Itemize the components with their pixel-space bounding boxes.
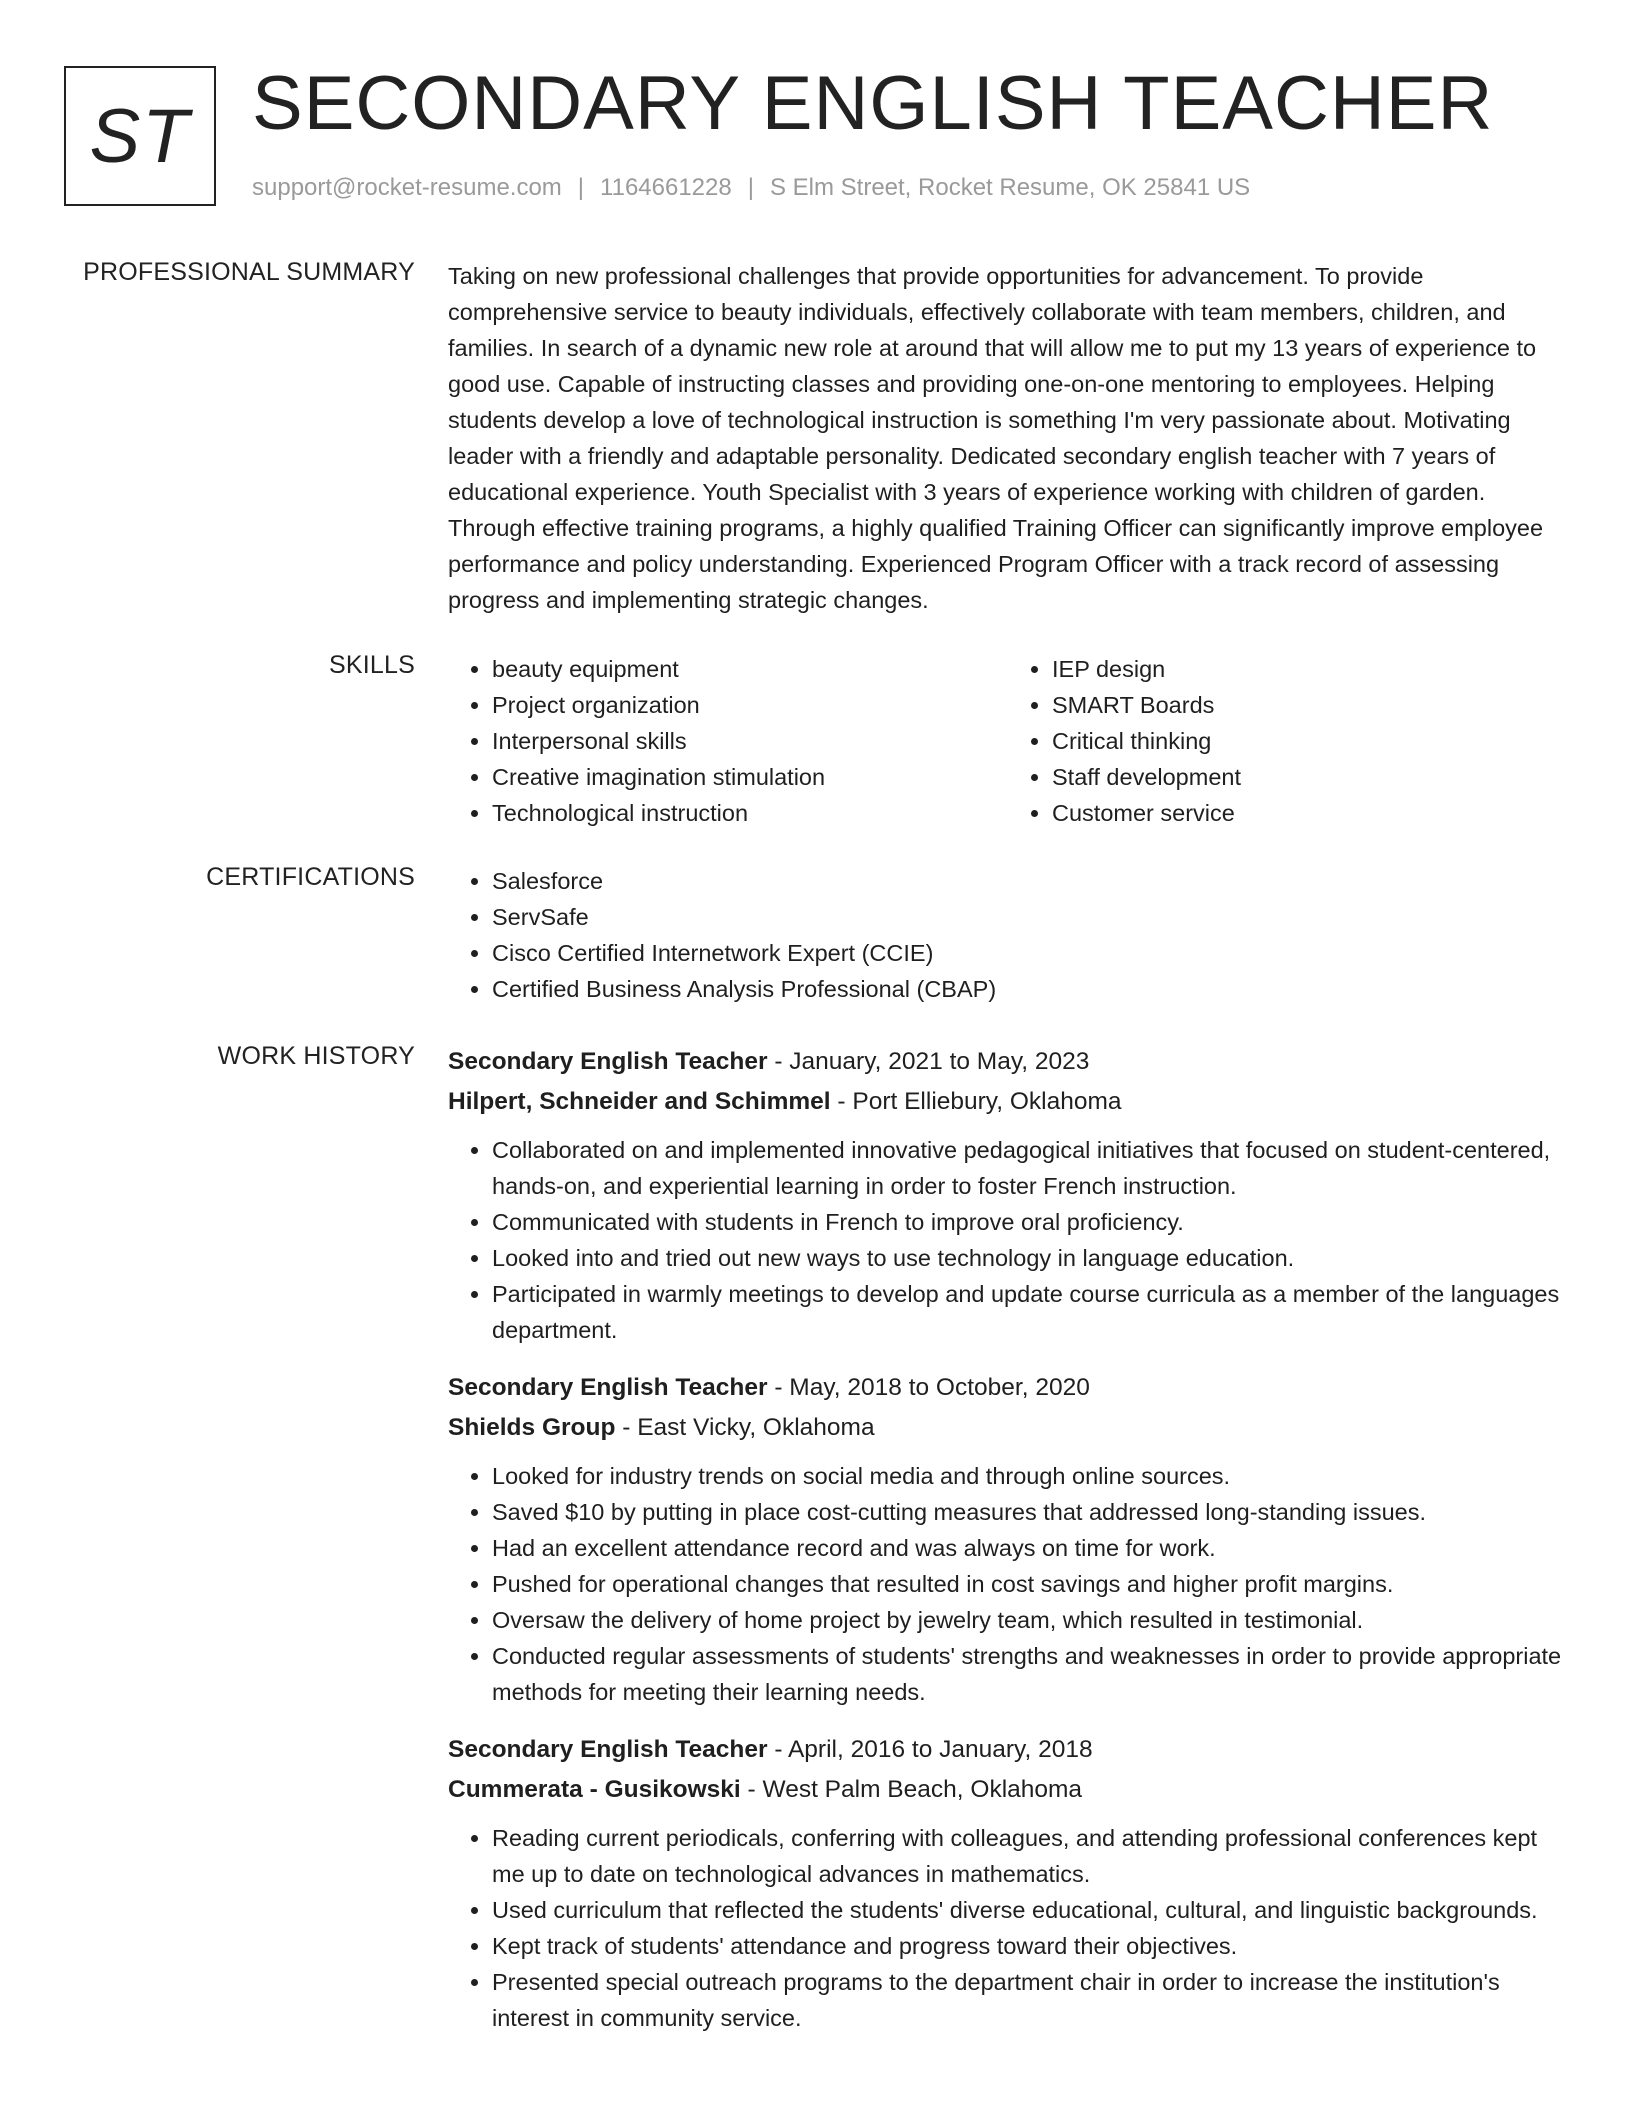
job-company: Cummerata - Gusikowski bbox=[448, 1776, 741, 1803]
skill-item: • Project organization bbox=[492, 687, 1008, 723]
job-title: Secondary English Teacher bbox=[448, 1048, 768, 1075]
contact-address: S Elm Street, Rocket Resume, OK 25841 US bbox=[769, 174, 1251, 201]
work-history-heading: WORK HISTORY bbox=[217, 1042, 415, 1070]
job-bullet: • Kept track of students' attendance and progress toward their objectives. bbox=[492, 1928, 1568, 1964]
skill-item: • Critical thinking bbox=[1052, 723, 1568, 759]
job-company: Shields Group bbox=[448, 1414, 616, 1441]
page-title: SECONDARY ENGLISH TEACHER bbox=[252, 61, 1494, 146]
job-bullet: • Reading current periodicals, conferring with colleagues, and attending professional conferences kept me up to date on technological advances in mathematics. bbox=[492, 1820, 1568, 1892]
job-bullet: • Conducted regular assessments of students' strengths and weaknesses in order to provide appropriate methods for meeting their learning needs. bbox=[492, 1638, 1568, 1710]
skill-item: • IEP design bbox=[1052, 651, 1568, 687]
job-bullet: • Looked for industry trends on social media and through online sources. bbox=[492, 1458, 1568, 1494]
contact-line bbox=[252, 174, 1250, 202]
skills-column-left bbox=[448, 651, 1008, 831]
job-title: Secondary English Teacher bbox=[448, 1374, 768, 1401]
job-bullet: • Pushed for operational changes that resulted in cost savings and higher profit margins. bbox=[492, 1566, 1568, 1602]
job-location: - East Vicky, Oklahoma bbox=[615, 1414, 875, 1441]
job-bullet: • Communicated with students in French to improve oral proficiency. bbox=[492, 1204, 1568, 1240]
job-bullet: • Looked into and tried out new ways to use technology in language education. bbox=[492, 1240, 1568, 1276]
job-entry bbox=[448, 1368, 1568, 1710]
skills-heading: SKILLS bbox=[329, 651, 415, 679]
job-title-line bbox=[448, 1042, 1568, 1082]
job-bullet: • Collaborated on and implemented innovative pedagogical initiatives that focused on student-centered, hands-on, and experiential learning in order to foster French instruction. bbox=[492, 1132, 1568, 1204]
skill-item: • SMART Boards bbox=[1052, 687, 1568, 723]
job-entry bbox=[448, 1042, 1568, 1348]
job-bullet: • Had an excellent attendance record and was always on time for work. bbox=[492, 1530, 1568, 1566]
certifications-list bbox=[448, 863, 1568, 1007]
resume-header bbox=[64, 61, 1564, 210]
contact-separator: | bbox=[747, 174, 754, 201]
summary-text: Taking on new professional challenges that provide opportunities for advancement. To provide comprehensive service to beauty individuals, effectively collaborate with team members, children, and families. In search of a dynamic new role at around that will allow me to put my 13 years of experience to good use. Capable of instructing classes and providing one-on-one mentoring to employees. Helping students develop a love of technological instruction is something I'm very passionate about. Motivating leader with a friendly and adaptable personality. Dedicated secondary english teacher with 7 years of educational experience. Youth Specialist with 3 years of experience working with children of garden. Through effective training programs, a highly qualified Training Officer can significantly improve employee performance and policy understanding. Experienced Program Officer with a track record of assessing progress and implementing strategic changes. bbox=[448, 263, 1544, 613]
work-history-list bbox=[448, 1042, 1568, 2036]
job-bullets bbox=[448, 1820, 1568, 2036]
job-bullet: • Participated in warmly meetings to develop and update course curricula as a member of the languages department. bbox=[492, 1276, 1568, 1348]
skill-item: • Creative imagination stimulation bbox=[492, 759, 1008, 795]
job-dates: - May, 2018 to October, 2020 bbox=[767, 1374, 1090, 1401]
job-company-line bbox=[448, 1770, 1568, 1810]
job-title: Secondary English Teacher bbox=[448, 1736, 768, 1763]
certifications-heading: CERTIFICATIONS bbox=[206, 863, 415, 891]
skill-item: • beauty equipment bbox=[492, 651, 1008, 687]
contact-separator: | bbox=[577, 174, 585, 201]
certification-item: • Cisco Certified Internetwork Expert (CCIE) bbox=[492, 935, 1568, 971]
skills-column-right bbox=[1008, 651, 1568, 831]
job-title-line bbox=[448, 1730, 1568, 1770]
skills-list bbox=[448, 651, 1568, 831]
job-entry bbox=[448, 1730, 1568, 2036]
summary-heading: PROFESSIONAL SUMMARY bbox=[83, 258, 415, 286]
job-bullet: • Presented special outreach programs to the department chair in order to increase the institution's interest in community service. bbox=[492, 1964, 1568, 2036]
skill-item: • Customer service bbox=[1052, 795, 1568, 831]
certification-item: • Certified Business Analysis Professional (CBAP) bbox=[492, 971, 1568, 1007]
job-title-line bbox=[448, 1368, 1568, 1408]
job-dates: - January, 2021 to May, 2023 bbox=[767, 1048, 1090, 1075]
job-bullet: • Oversaw the delivery of home project by jewelry team, which resulted in testimonial. bbox=[492, 1602, 1568, 1638]
job-dates: - April, 2016 to January, 2018 bbox=[767, 1736, 1093, 1763]
job-bullets bbox=[448, 1132, 1568, 1348]
job-location: - Port Elliebury, Oklahoma bbox=[830, 1088, 1122, 1115]
skill-item: • Staff development bbox=[1052, 759, 1568, 795]
job-company: Hilpert, Schneider and Schimmel bbox=[448, 1088, 831, 1115]
certification-item: • Salesforce bbox=[492, 863, 1568, 899]
initials-monogram: ST bbox=[64, 66, 216, 206]
job-bullets bbox=[448, 1458, 1568, 1710]
job-company-line bbox=[448, 1082, 1568, 1122]
certification-item: • ServSafe bbox=[492, 899, 1568, 935]
job-bullet: • Used curriculum that reflected the students' diverse educational, cultural, and linguistic backgrounds. bbox=[492, 1892, 1568, 1928]
job-location: - West Palm Beach, Oklahoma bbox=[740, 1776, 1083, 1803]
contact-email: support@rocket-resume.com bbox=[252, 174, 562, 201]
skill-item: • Technological instruction bbox=[492, 795, 1008, 831]
job-bullet: • Saved $10 by putting in place cost-cutting measures that addressed long-standing issues. bbox=[492, 1494, 1568, 1530]
skill-item: • Interpersonal skills bbox=[492, 723, 1008, 759]
job-company-line bbox=[448, 1408, 1568, 1448]
contact-phone: 1164661228 bbox=[600, 174, 732, 201]
